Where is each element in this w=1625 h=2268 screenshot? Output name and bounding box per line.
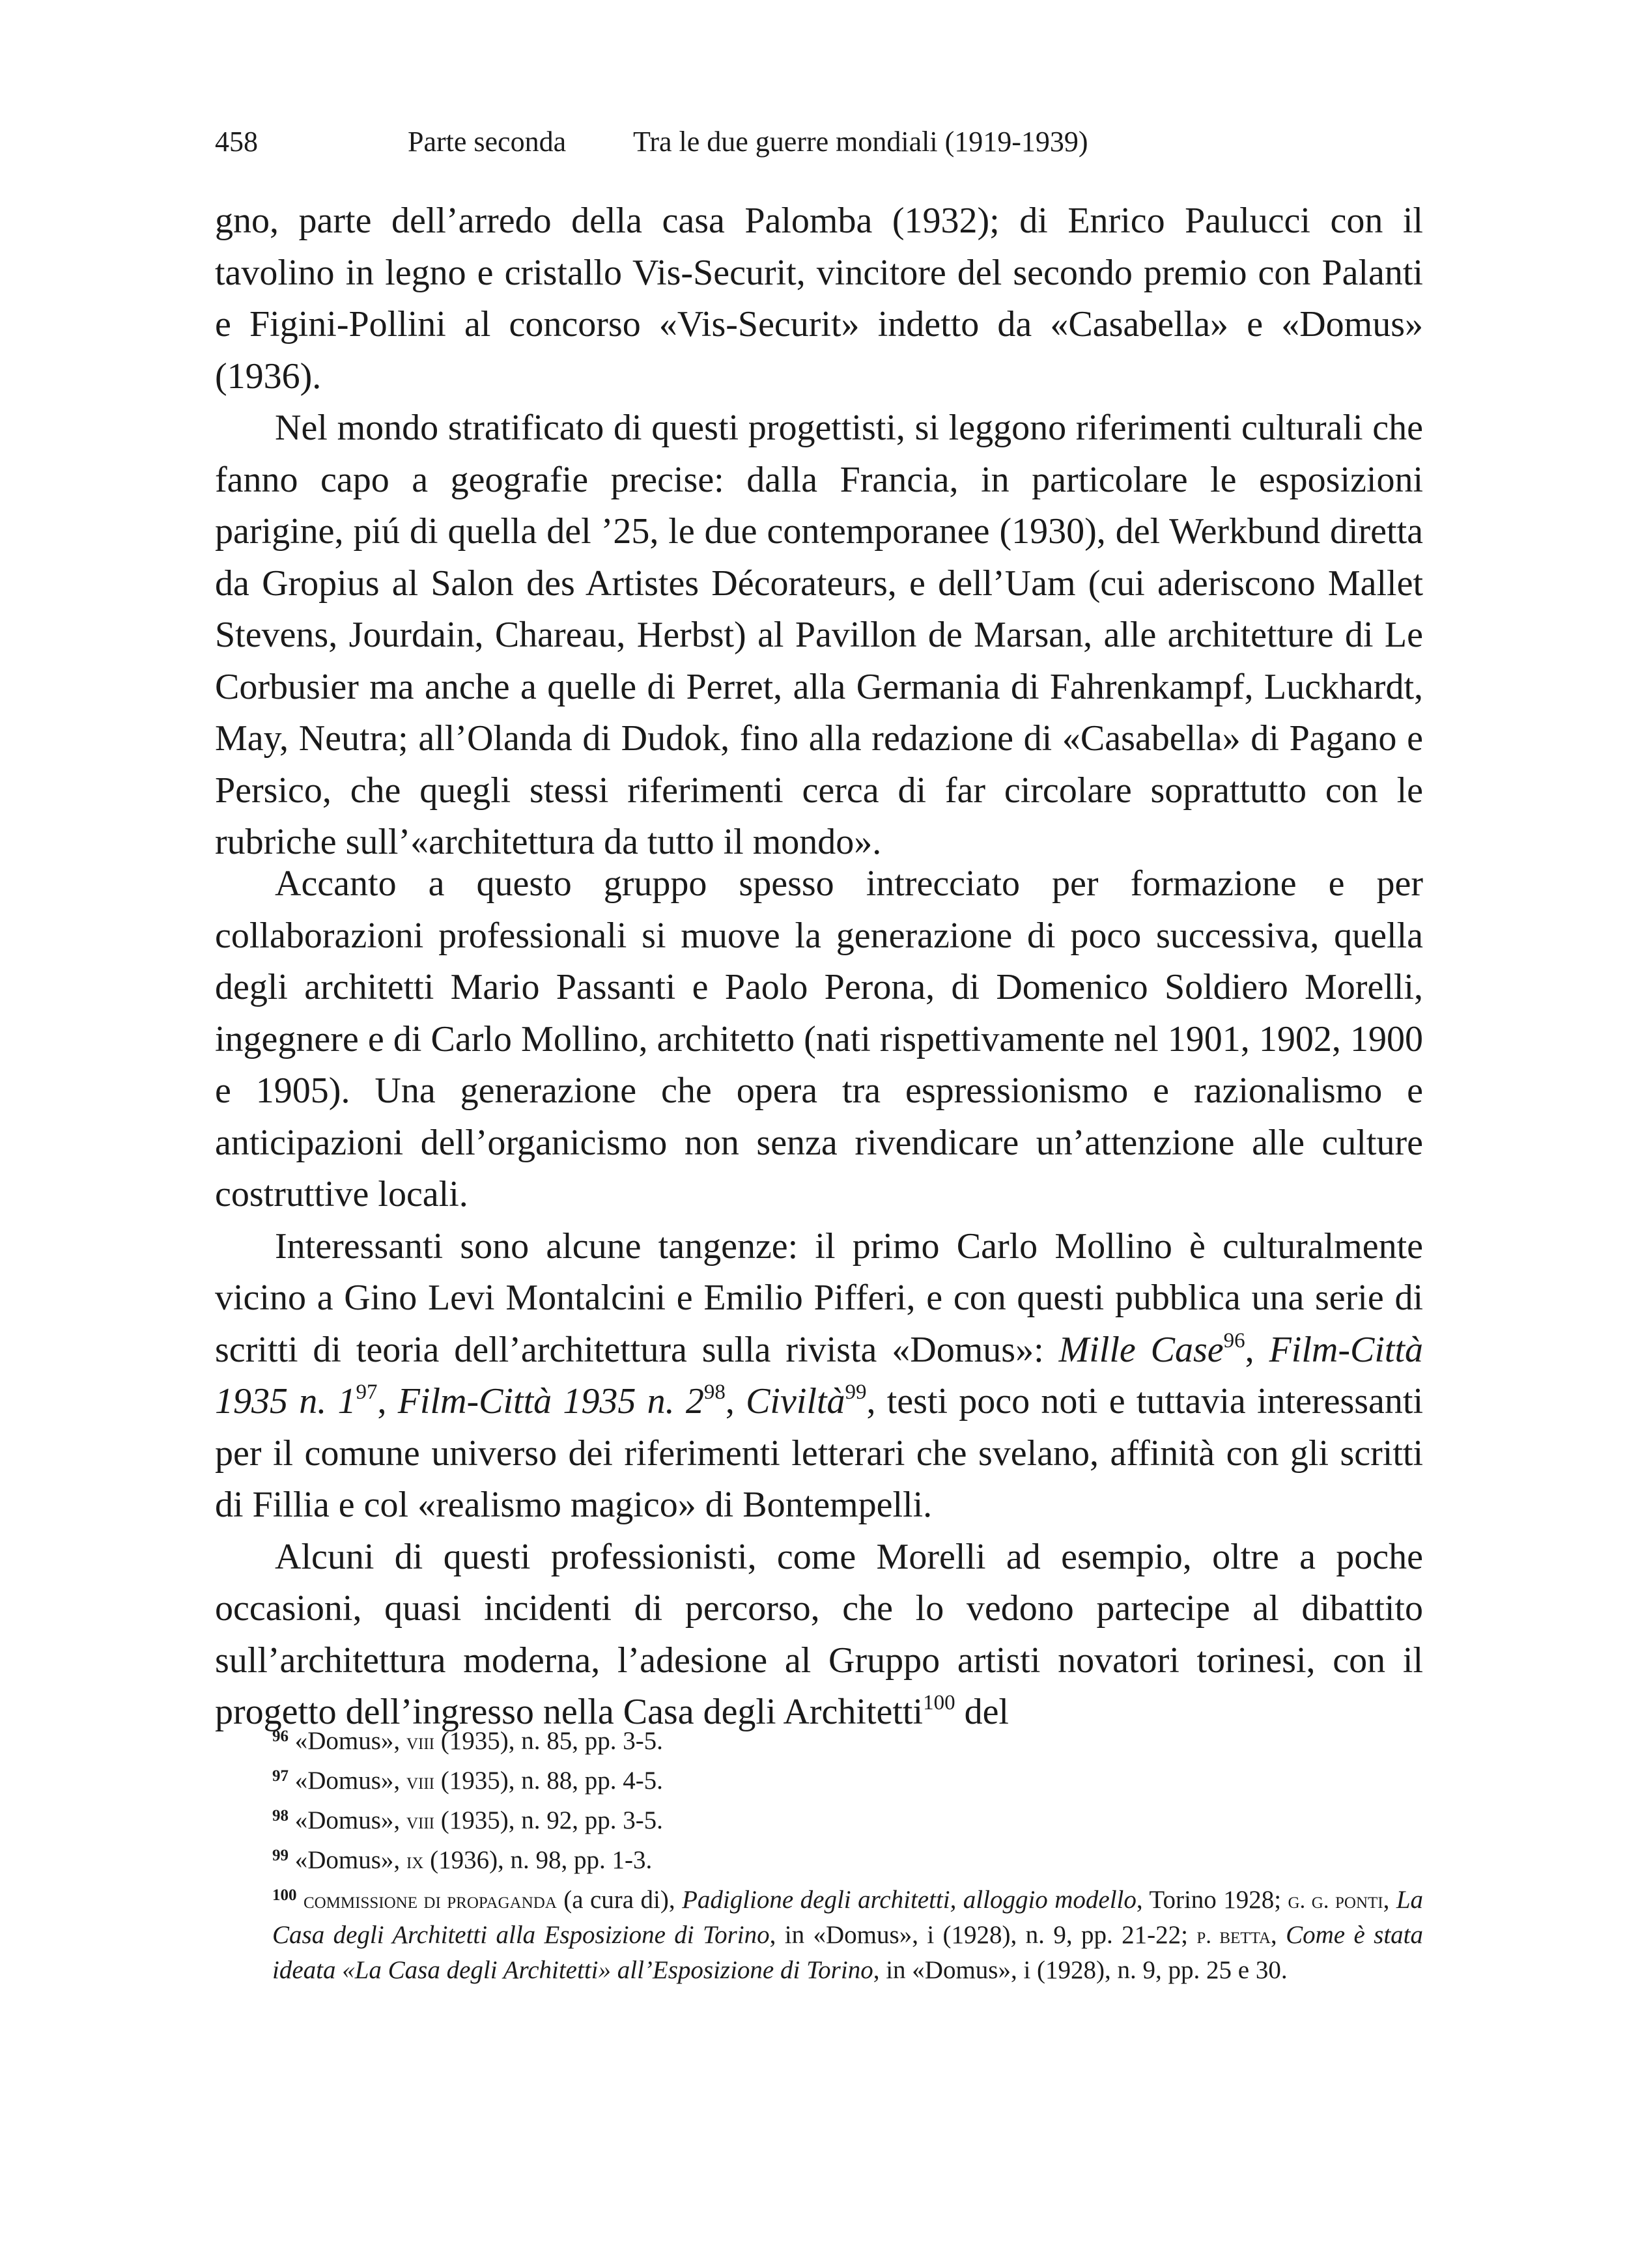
footnote-fragment: , — [1270, 1921, 1286, 1949]
p4-sep: , — [725, 1381, 746, 1421]
footnote-text: «Domus», ix (1936), n. 98, pp. 1-3. — [294, 1846, 653, 1874]
header-title: Tra le due guerre mondiali (1919-1939) — [633, 126, 1088, 158]
volume-numeral: viii — [406, 1729, 434, 1754]
footnote-text: «Domus», viii (1935), n. 88, pp. 4-5. — [294, 1767, 663, 1795]
footnote-fragment: (a cura di), — [556, 1886, 683, 1914]
volume-numeral: ix — [406, 1848, 424, 1873]
volume-numeral: viii — [406, 1769, 434, 1794]
paragraph-2: Nel mondo stratificato di questi progettisti, si leggono riferimenti culturali che fanno capo a geografie precise: dalla Francia, in particolare le esposizioni parigine, piú di quella del ’25, le due contemporanee (1930), del Werkbund diretta da Gropius al Salon des Artistes Décorateurs, e dell’Uam (cui aderiscono Mallet Stevens, Jourdain, Chareau, Herbst) al Pavillon de Marsan, alle architetture di Le Corbusier ma anche a quelle di Perret, alla Germania di Fahrenkampf, Luckhardt, May, Neutra; all’Olanda di Dudok, fino alla redazione di «Casabella» di Pagano e Persico, che quegli stessi riferimenti cerca di far circolare soprattutto con le rubriche sull’«architettura da tutto il mondo». — [215, 408, 1423, 862]
footnote-97 — [215, 1759, 1423, 1799]
paragraph-3: Accanto a questo gruppo spesso intrecciato per formazione e per collaborazioni professionali si muove la generazione di poco successiva, quella degli architetti Mario Passanti e Paolo Perona, di Domenico Soldiero Morelli, ingegnere e di Carlo Mollino, architetto (nati rispettivamente nel 1901, 1902, 1900 e 1905). Una generazione che opera tra espressionismo e razionalismo e anticipazioni dell’organicismo non senza rivendicare un’attenzione alle culture costruttive locali. — [215, 863, 1423, 1214]
title-film-citta-2: Film-Città 1935 n. 2 — [397, 1381, 704, 1421]
page-number: 458 — [215, 126, 258, 158]
work-title: Come è stata ideata «La Casa degli Architetti» all’Esposizione di Torino — [272, 1921, 1424, 1984]
p4-sep: , — [377, 1381, 398, 1421]
p4-lead: Interessanti sono alcune tangenze: il primo Carlo Mollino è culturalmente vicino a Gino Levi Montalcini e Emilio Pifferi, e con questi pubblica una serie di scritti di teoria dell’architettura sulla rivista «Domus»: — [215, 1225, 1423, 1370]
footnote-99 — [215, 1838, 1423, 1878]
work-title: Padiglione degli architetti, alloggio modello — [682, 1886, 1137, 1914]
body-section-1 — [215, 195, 1423, 869]
work-title: La Casa degli Architetti alla Esposizione di Torino — [272, 1886, 1424, 1949]
footnote-fragment: , in «Domus», i (1928), n. 9, pp. 21-22; — [769, 1921, 1197, 1949]
footnote-text: «Domus», viii (1935), n. 92, pp. 3-5. — [294, 1806, 663, 1834]
note-ref-97[interactable]: 97 — [356, 1380, 378, 1404]
author: g. g. ponti — [1288, 1888, 1383, 1913]
header-part: Parte seconda — [408, 126, 567, 158]
p4-tail: , testi poco noti e tuttavia interessanti per il comune universo dei riferimenti letterari che svelano, affinità con gli scritti di Fillia e col «realismo magico» di Bontempelli. — [215, 1381, 1424, 1525]
title-mille-case: Mille Case — [1058, 1329, 1224, 1370]
footnote-number: 96 — [272, 1728, 289, 1745]
volume-numeral: viii — [406, 1808, 434, 1834]
p5-tail: del — [955, 1692, 1009, 1732]
author: p. betta — [1196, 1923, 1271, 1948]
footnote-number: 98 — [272, 1807, 289, 1825]
footnote-number: 100 — [272, 1886, 297, 1904]
footnote-96 — [215, 1719, 1423, 1759]
footnote-number: 99 — [272, 1847, 289, 1864]
footnote-100 — [215, 1878, 1423, 1987]
footnotes — [215, 1719, 1423, 1987]
footnote-number: 97 — [272, 1767, 289, 1785]
footnote-fragment: , Torino 1928; — [1136, 1886, 1288, 1914]
note-ref-100[interactable]: 100 — [923, 1691, 955, 1715]
p5-text: Alcuni di questi professionisti, come Morelli ad esempio, oltre a poche occasioni, quasi incidenti di percorso, che lo vedono partecipe al dibattito sull’architettura moderna, l’adesione al Gruppo artisti novatori torinesi, con il progetto dell’ingresso nella Casa degli Architetti — [215, 1536, 1423, 1732]
title-civilta: Civiltà — [746, 1381, 845, 1421]
author: commissione di propaganda — [303, 1888, 557, 1913]
footnote-text: «Domus», viii (1935), n. 85, pp. 3-5. — [294, 1727, 663, 1755]
note-ref-96[interactable]: 96 — [1223, 1328, 1245, 1352]
paragraph-1: gno, parte dell’arredo della casa Palomba (1932); di Enrico Paulucci con il tavolino in legno e cristallo Vis-Securit, vincitore del secondo premio con Palanti e Figini-Pollini al concorso «Vis-Securit» indetto da «Casabella» e «Domus» (1936). — [215, 201, 1423, 397]
paragraph-5 — [215, 1532, 1423, 1739]
footnote-fragment: , in «Domus», i (1928), n. 9, pp. 25 e 30. — [873, 1956, 1288, 1984]
footnote-98 — [215, 1799, 1423, 1838]
footnote-fragment: , — [1383, 1886, 1396, 1914]
body-section-2 — [215, 858, 1423, 1739]
note-ref-99[interactable]: 99 — [845, 1380, 867, 1404]
running-header — [215, 122, 1088, 161]
note-ref-98[interactable]: 98 — [703, 1380, 726, 1404]
p4-sep: , — [1245, 1329, 1269, 1370]
title-film-citta-1: Film-Città 1935 n. 1 — [215, 1329, 1424, 1421]
paragraph-4 — [215, 1221, 1423, 1532]
